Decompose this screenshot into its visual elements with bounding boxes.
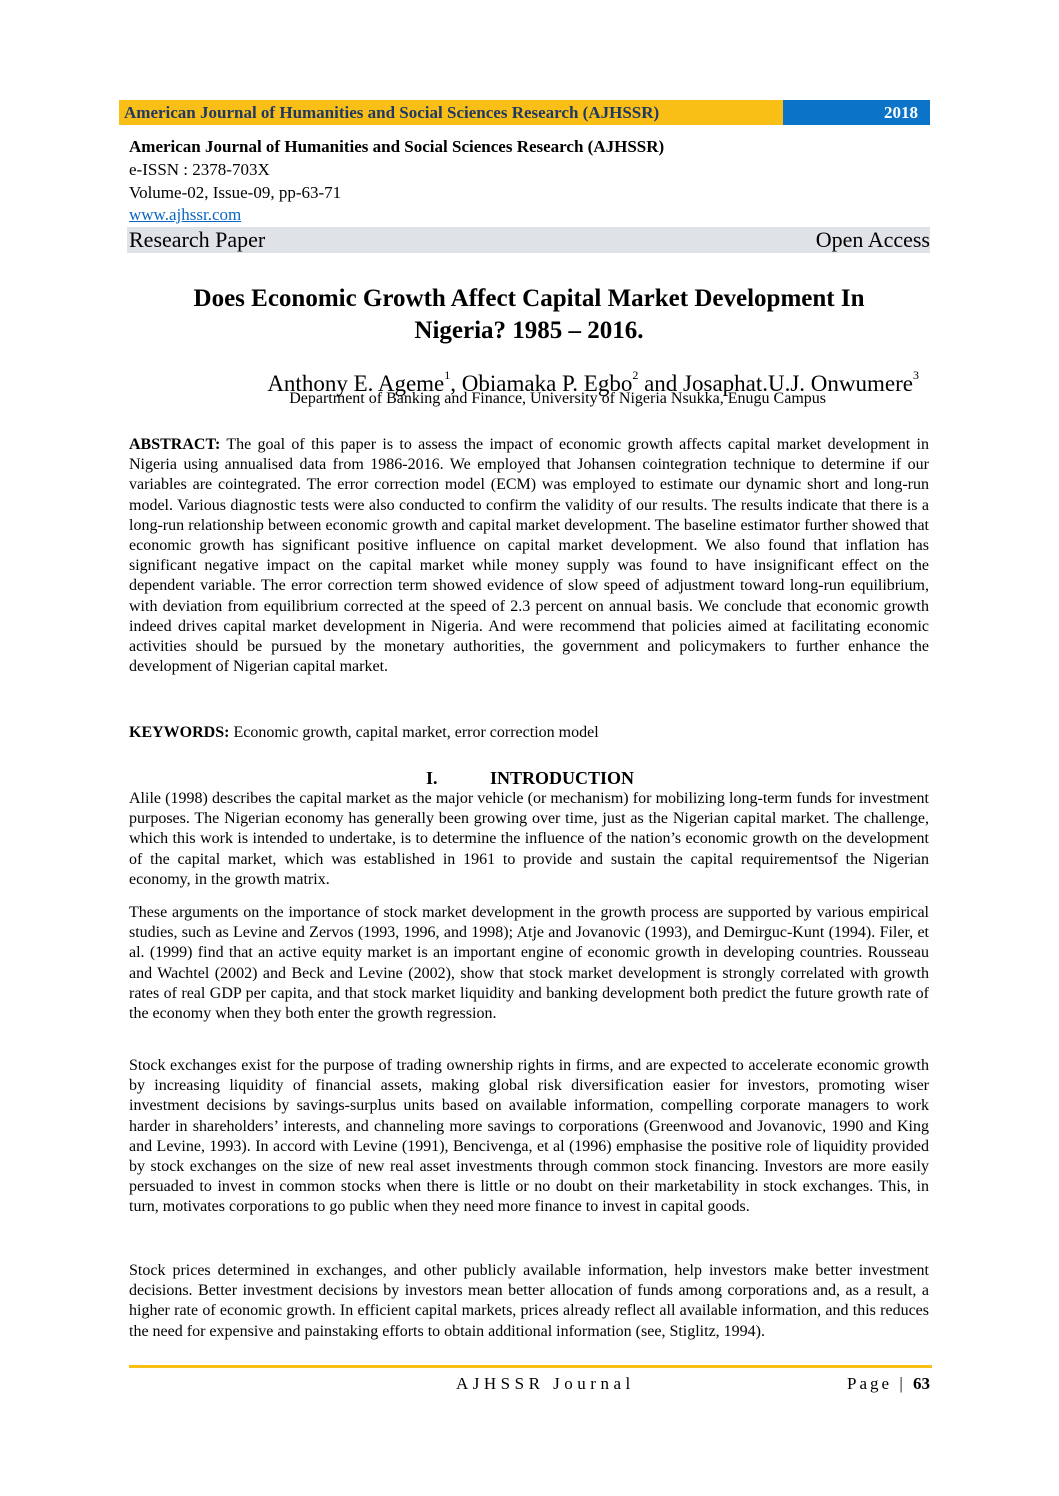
author-2: , Obiamaka P. Egbo: [450, 371, 633, 396]
running-header-year: 2018: [783, 100, 930, 125]
intro-paragraph-2: These arguments on the importance of stock market development in the growth process are supported by various empirical studies, such as Levine and Zervos (1993, 1996, and 1998); Atje and Jovanovic (1993), and Demirguc-Kunt (1994). Filer, et al. (1999) find that an active equity market is an important engine of economic growth in developing countries. Rousseau and Wachtel (2002) and Beck and Levine (2002), show that stock market development is strongly correlated with growth rates of real GDP per capita, and that stock market liquidity and banking development both predict the future growth rate of the economy when they both enter the growth regression.: [129, 904, 929, 1023]
journal-name: American Journal of Humanities and Social Sciences Research (AJHSSR): [129, 137, 665, 156]
running-header-journal: American Journal of Humanities and Social Sciences Research (AJHSSR): [119, 100, 783, 125]
keywords: [129, 723, 599, 743]
issn: e-ISSN : 2378-703X: [129, 160, 270, 179]
department: Department of Banking and Finance, University of Nigeria Nsukka, Enugu Campus: [289, 390, 826, 407]
paper-title-line2: Nigeria? 1985 – 2016.: [414, 317, 644, 344]
author-3: and Josaphat.U.J. Onwumere: [638, 371, 913, 396]
footer-page-label: Page |: [847, 1374, 913, 1393]
paper-title: [129, 283, 929, 347]
section-title: INTRODUCTION: [490, 768, 635, 788]
keywords-text: Economic growth, capital market, error correction model: [229, 724, 599, 741]
footer-journal: AJHSSR Journal: [456, 1374, 635, 1393]
abstract-label: ABSTRACT:: [129, 436, 221, 453]
footer-page: [780, 1374, 930, 1394]
author-3-affiliation: 3: [913, 368, 919, 382]
intro-paragraph-4: Stock prices determined in exchanges, and other publicly available information, help investors make better investment decisions. Better investment decisions by investors mean better allocation of funds among corporations and, as a result, a higher rate of economic growth. In efficient capital markets, prices already reflect all available information, and this reduces the need for expensive and painstaking efforts to obtain additional information (see, Stiglitz, 1994).: [129, 1262, 929, 1340]
paper-title-line1: Does Economic Growth Affect Capital Market Development In: [193, 285, 865, 312]
section-number: I.: [426, 768, 438, 788]
footer-divider: [129, 1365, 932, 1368]
author-1-affiliation: 1: [444, 368, 451, 382]
intro-paragraph-3: Stock exchanges exist for the purpose of trading ownership rights in firms, and are expected to accelerate economic growth by increasing liquidity of financial assets, making global risk diversification easier for investors, promoting wiser investment decisions by savings-surplus units based on available information, compelling corporate managers to work harder in shareholders’ interests, and channeling more savings to corporations (Greenwood and Jovanovic, 1990 and King and Levine, 1993). In accord with Levine (1991), Bencivenga, et al (1996) emphasise the positive role of liquidity provided by stock exchanges on the size of new real asset investments through common stock financing. Investors are more easily persuaded to invest in common stocks when there is little or no doubt on their marketability in stock exchanges. This, in turn, motivates corporations to go public when they need more finance to invest in capital goods.: [129, 1057, 929, 1216]
keywords-label: KEYWORDS:: [129, 724, 230, 741]
access-type: Open Access: [815, 227, 930, 252]
volume-info: Volume-02, Issue-09, pp-63-71: [129, 183, 342, 202]
intro-paragraph-1: Alile (1998) describes the capital market as the major vehicle (or mechanism) for mobilizing long-term funds for investment purposes. The Nigerian economy has generally been growing over time, just as the Nigerian capital market. The challenge, which this work is intended to undertake, is to determine the influence of the nation’s economic growth on the development of the capital market, which was established in 1961 to provide and sustain the capital requirementsof the Nigerian economy, in the growth matrix.: [129, 790, 929, 888]
journal-website-link[interactable]: www.ajhssr.com: [129, 205, 242, 224]
abstract-text: The goal of this paper is to assess the impact of economic growth affects capital market development in Nigeria using annualised data from 1986-2016. We employed that Johansen cointegration technique to determine if our variables are cointegrated. The error correction model (ECM) was employed to estimate our dynamic short and long-run model. Various diagnostic tests were also conducted to confirm the validity of our results. The results indicate that there is a long-run relationship between economic growth and capital market development. The baseline estimator further showed that economic growth has significant positive influence on capital market development. We also found that inflation has significant negative impact on the capital market while money supply was found to have insignificant effect on the dependent variable. The error correction term showed evidence of slow speed of adjustment toward long-run equilibrium, with deviation from equilibrium corrected at the speed of 2.3 percent on annual basis. We conclude that economic growth indeed drives capital market development in Nigeria. And were recommend that policies aimed at facilitating economic activities should be pursued by the monetary authorities, the government and policymakers to further enhance the development of Nigerian capital market.: [129, 436, 929, 676]
page-number: 63: [913, 1374, 930, 1393]
abstract: [129, 435, 929, 677]
author-1: Anthony E. Ageme: [267, 371, 445, 396]
paper-type-bar: [127, 227, 930, 253]
author-2-affiliation: 2: [632, 368, 639, 382]
paper-type: Research Paper: [129, 227, 266, 252]
